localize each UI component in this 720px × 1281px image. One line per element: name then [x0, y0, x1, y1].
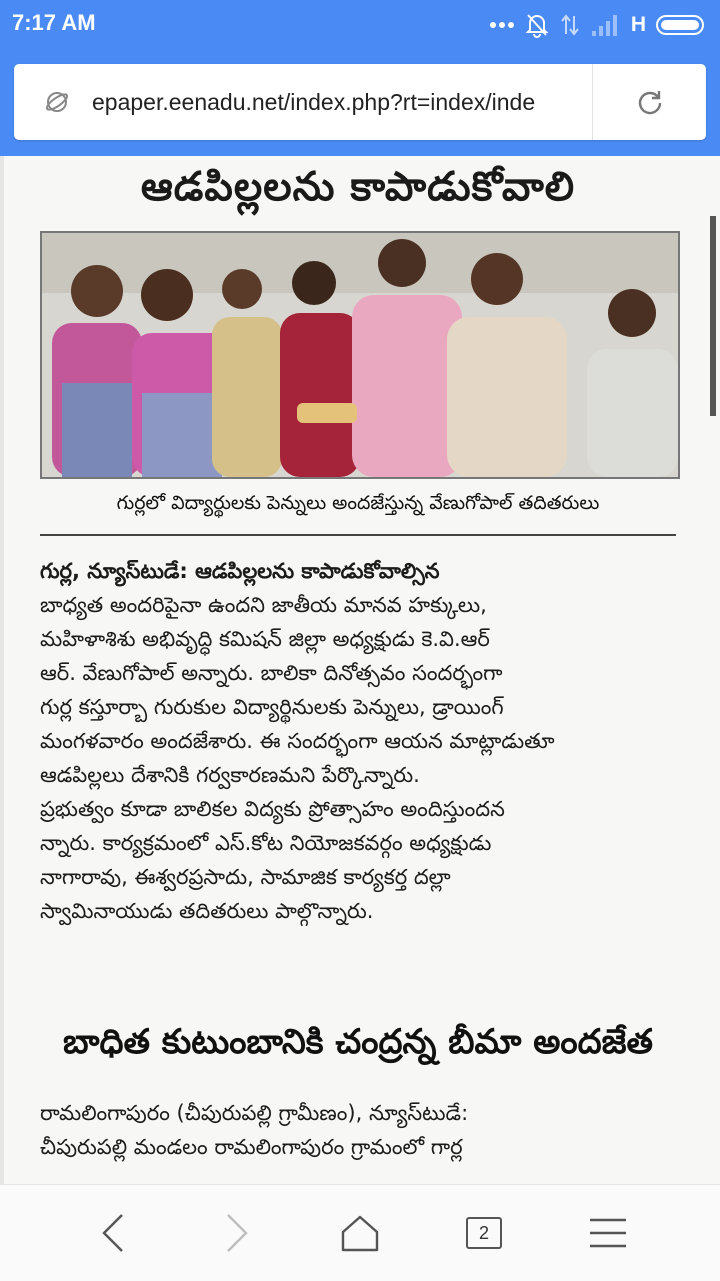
- url-text[interactable]: epaper.eenadu.net/index.php?rt=index/inde: [92, 89, 536, 115]
- status-time: 7:17 AM: [12, 10, 96, 35]
- epaper-page[interactable]: [0, 156, 720, 1184]
- second-headline: బాధిత కుటుంబానికి చంద్రన్న బీమా అందజేత: [63, 1022, 653, 1062]
- battery-icon: [656, 14, 708, 36]
- article-line: ప్రభుత్వం కూడా బాలికల విద్యకు ప్రోత్సాహం అందిస్తుందన: [40, 797, 505, 821]
- article-photo: [40, 231, 680, 479]
- article-line: నాగారావు, ఈశ్వరప్రసాదు, సామాజిక కార్యకర్త దల్లా: [40, 865, 451, 889]
- article-line: బాధ్యత అందరిపైనా ఉందని జాతీయ మానవ హక్కులు,: [40, 593, 487, 617]
- menu-icon: [588, 1217, 628, 1249]
- forward-icon: [224, 1213, 250, 1253]
- back-button[interactable]: [53, 1185, 173, 1281]
- more-dots-icon: [489, 21, 515, 29]
- section-rule: [40, 534, 676, 536]
- status-icons: [489, 8, 708, 42]
- article-line: రామలింగాపురం (చీపురుపల్లి గ్రామీణం), న్యూస్‌టుడే:: [40, 1101, 469, 1125]
- forward-button[interactable]: [177, 1185, 297, 1281]
- article-line: న్నారు. కార్యక్రమంలో ఎస్.కోట నియోజకవర్గం అధ్యక్షుడు: [40, 831, 492, 855]
- article-body: [40, 554, 676, 928]
- article-line: ఆడపిల్లలు దేశానికి గర్వకారణమని పేర్కొన్నారు.: [40, 763, 420, 787]
- article-line: ఆర్. వేణుగోపాల్ అన్నారు. బాలికా దినోత్సవం సందర్భంగా: [40, 661, 503, 685]
- browser-toolbar: [0, 50, 720, 156]
- home-icon: [340, 1214, 380, 1252]
- article-headline: ఆడపిల్లలను కాపాడుకోవాలి: [140, 164, 576, 210]
- signal-icon: [591, 13, 621, 37]
- reload-icon[interactable]: [636, 88, 664, 116]
- back-icon: [100, 1213, 126, 1253]
- globe-icon: [44, 89, 70, 115]
- tabs-icon: 2: [466, 1217, 502, 1249]
- article-line: మహిళాశిశు అభివృద్ధి కమిషన్ జిల్లా అధ్యక్షుడు కె.వి.ఆర్: [40, 627, 490, 651]
- menu-button[interactable]: [548, 1185, 668, 1281]
- article-line: గుర్ల కస్తూర్బా గురుకుల విద్యార్థినులకు పెన్నులు, డ్రాయింగ్: [40, 695, 504, 719]
- status-bar: [0, 0, 720, 50]
- article-line: స్వామినాయుడు తదితరులు పాల్గొన్నారు.: [40, 899, 374, 923]
- photo-caption: గుర్లలో విద్యార్థులకు పెన్నులు అందజేస్తున్న వేణుగోపాల్ తదితరులు: [116, 492, 600, 514]
- article-line: చీపురుపల్లి మండలం రామలింగాపురం గ్రామంలో గార్ల: [40, 1135, 463, 1159]
- tabs-button[interactable]: [424, 1185, 544, 1281]
- column-divider-right: [710, 216, 716, 416]
- article-line: మంగళవారం అందజేశారు. ఈ సందర్భంగా ఆయన మాట్లాడుతూ: [40, 729, 555, 753]
- network-type: H: [630, 13, 646, 36]
- data-arrows-icon: [559, 12, 581, 38]
- bottom-navigation: [0, 1184, 720, 1281]
- column-divider-left: [0, 156, 4, 1184]
- second-article-body: [40, 1096, 676, 1164]
- alarm-off-icon: [525, 12, 549, 38]
- url-divider: [592, 64, 593, 140]
- article-line: గుర్ల, న్యూస్‌టుడే: ఆడపిల్లలను కాపాడుకోవాల్సిన: [40, 559, 440, 583]
- address-bar[interactable]: [14, 64, 706, 140]
- home-button[interactable]: [300, 1185, 420, 1281]
